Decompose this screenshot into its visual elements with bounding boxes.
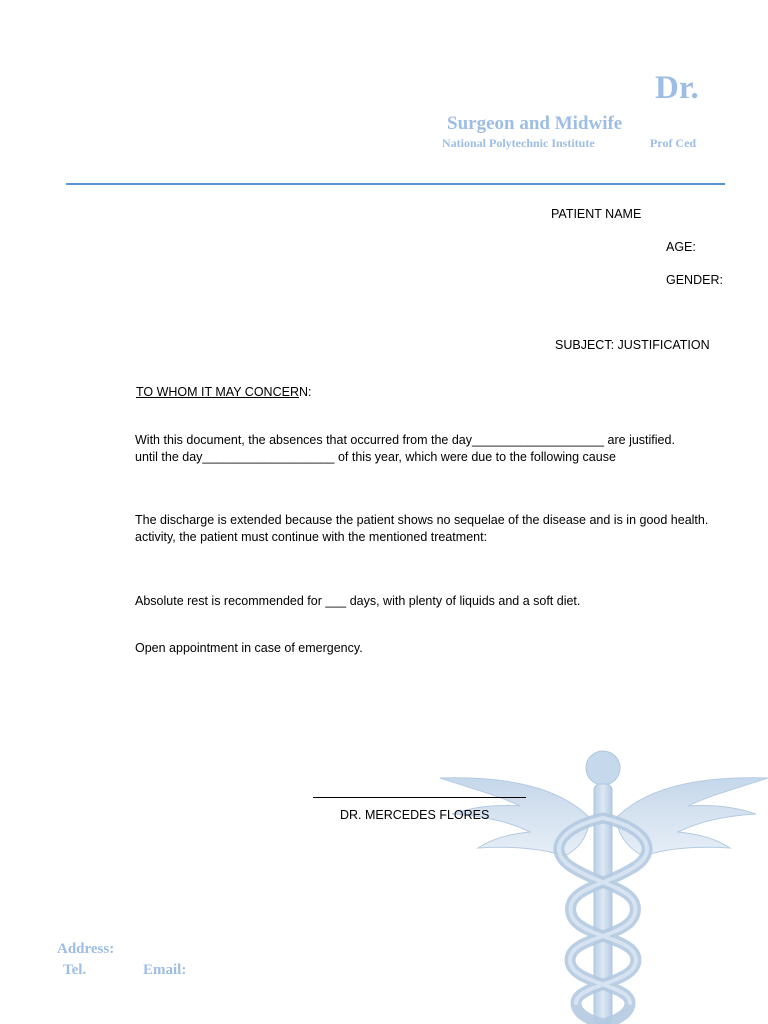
discharge-line-1: The discharge is extended because the patient shows no sequelae of the disease and is in good health. — [135, 513, 709, 527]
salutation-rest: N: — [298, 385, 312, 399]
caduceus-icon — [440, 748, 768, 1024]
email-label: Email: — [143, 962, 187, 978]
absence-paragraph — [135, 432, 675, 466]
signature-name: DR. MERCEDES FLORES — [340, 808, 490, 822]
signature-line — [313, 797, 526, 798]
subject-line: SUBJECT: JUSTIFICATION — [555, 338, 710, 352]
discharge-line-2: activity, the patient must continue with the mentioned treatment: — [135, 530, 488, 544]
doctor-specialty: Surgeon and Midwife — [447, 113, 623, 134]
gender-label: GENDER: — [666, 273, 723, 287]
license-label: Prof Ced — [650, 136, 697, 150]
salutation-underlined: TO WHOM IT MAY CONCER — [136, 385, 299, 399]
age-label: AGE: — [666, 240, 696, 254]
institute-name: National Polytechnic Institute — [442, 136, 595, 150]
tel-label: Tel. — [63, 962, 87, 978]
rest-recommendation: Absolute rest is recommended for ___ days, with plenty of liquids and a soft diet. — [135, 594, 581, 608]
salutation — [136, 384, 311, 401]
doctor-title: Dr. — [655, 70, 699, 106]
appointment-note: Open appointment in case of emergency. — [135, 641, 363, 655]
address-label: Address: — [57, 941, 115, 957]
absence-line-2: until the day___________________ of this year, which were due to the following cause — [135, 450, 616, 464]
header-divider — [66, 183, 725, 185]
patient-name-label: PATIENT NAME — [551, 207, 642, 221]
caduceus-right-wing — [616, 778, 768, 856]
discharge-paragraph — [135, 512, 708, 546]
absence-line-1: With this document, the absences that occurred from the day___________________ are justified. — [135, 433, 675, 447]
